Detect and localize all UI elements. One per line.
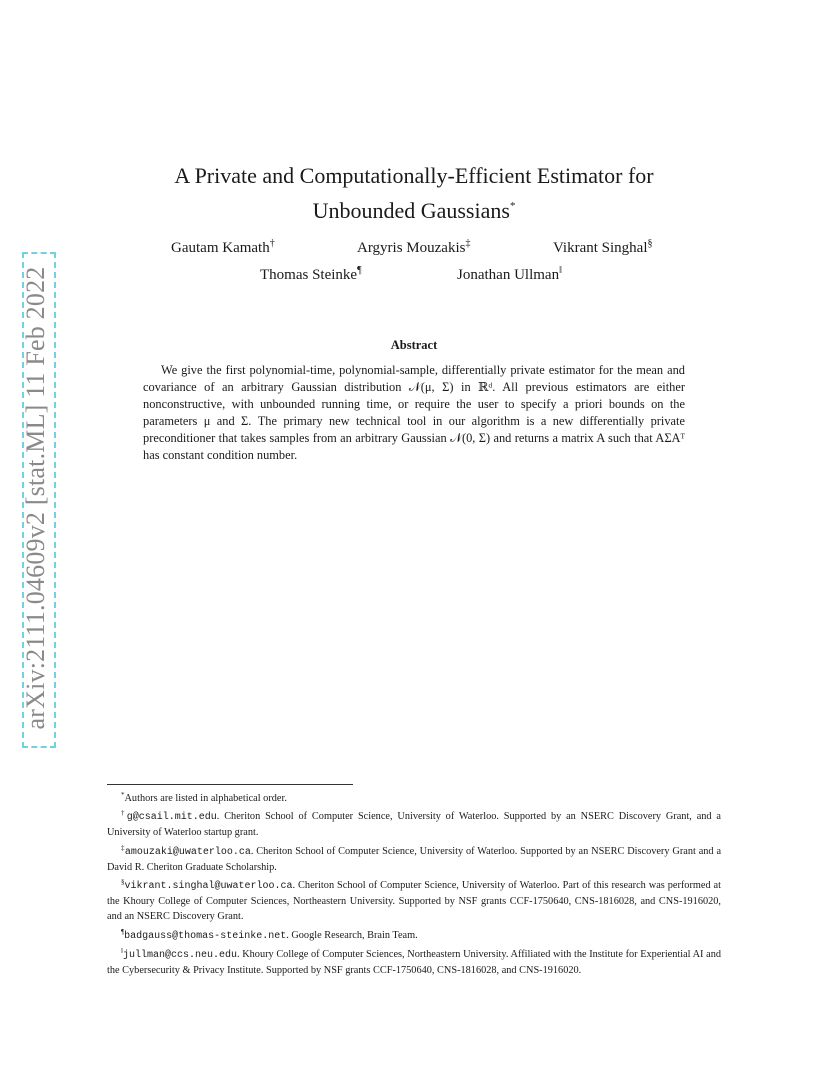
- title-line-1: A Private and Computationally-Efficient Estimator for: [174, 163, 654, 188]
- email-link[interactable]: amouzaki@uwaterloo.ca: [124, 846, 251, 858]
- author-jonathan-ullman: Jonathan Ullman‖: [457, 265, 562, 283]
- footnote-kamath: †g@csail.mit.edu. Cheriton School of Computer Science, University of Waterloo. Supported by an NSERC Discovery Grant, and a University of Waterloo startup grant.: [107, 809, 721, 839]
- title-footnote-mark[interactable]: *: [509, 200, 516, 212]
- email-link[interactable]: g@csail.mit.edu: [126, 812, 217, 824]
- footnote-mouzakis: ‡amouzaki@uwaterloo.ca. Cheriton School of Computer Science, University of Waterloo. Supported by an NSERC Discovery Grant and a David R. Cheriton Graduate Scholarship.: [107, 843, 722, 873]
- author-vikrant-singhal: Vikrant Singhal§: [553, 238, 653, 256]
- email-link[interactable]: vikrant.singhal@uwaterloo.ca: [124, 881, 293, 893]
- arxiv-identifier[interactable]: arXiv:2111.04609v2 [stat.ML] 11 Feb 2022: [21, 266, 50, 730]
- author-thomas-steinke: Thomas Steinke¶: [260, 265, 362, 283]
- abstract-body: [143, 362, 685, 464]
- author-argyris-mouzakis: Argyris Mouzakis‡: [357, 238, 471, 256]
- abstract-heading: Abstract: [390, 338, 438, 352]
- email-link[interactable]: badgauss@thomas-steinke.net: [124, 930, 287, 942]
- author-gautam-kamath: Gautam Kamath†: [171, 238, 275, 256]
- footnote-singhal: §vikrant.singhal@uwaterloo.ca. Cheriton School of Computer Science, University of Waterloo. Part of this research was performed at the Khoury College of Computer Sciences, Northeastern University. Supported by NSF grants CCF-1750640, CNS-1816028, and CNS-1916020, and an NSERC Discovery Grant.: [107, 878, 721, 923]
- paper-title: [0, 160, 828, 226]
- footnote-authors-order: *Authors are listed in alphabetical order.: [121, 791, 287, 804]
- footnote-steinke: ¶badgauss@thomas-steinke.net. Google Research, Brain Team.: [121, 927, 418, 942]
- title-line-2: Unbounded Gaussians*: [312, 198, 516, 223]
- abstract-text: We give the first polynomial-time, polynomial-sample, differentially private estimator for the mean and covariance of an arbitrary Gaussian distribution 𝒩(μ, Σ) in ℝᵈ. All previous estimators are either nonconstructive, with unbounded running time, or require the user to specify a priori bounds on the parameters μ and Σ. The primary new technical tool in our algorithm is a new differentially private preconditioner that takes samples from an arbitrary Gaussian 𝒩(0, Σ) and returns a matrix A such that AΣAᵀ has constant condition number.: [143, 363, 685, 462]
- footnotes: [107, 788, 721, 978]
- footnote-rule: [107, 784, 353, 785]
- footnote-ullman: ‖jullman@ccs.neu.edu. Khoury College of Computer Sciences, Northeastern University. Affiliated with the Institute for Experiential AI and the Cybersecurity & Privacy Institute. Supported by NSF grants CCF-1750640, CNS-1816028, and CNS-1916020.: [107, 946, 721, 977]
- email-link[interactable]: jullman@ccs.neu.edu: [122, 949, 237, 961]
